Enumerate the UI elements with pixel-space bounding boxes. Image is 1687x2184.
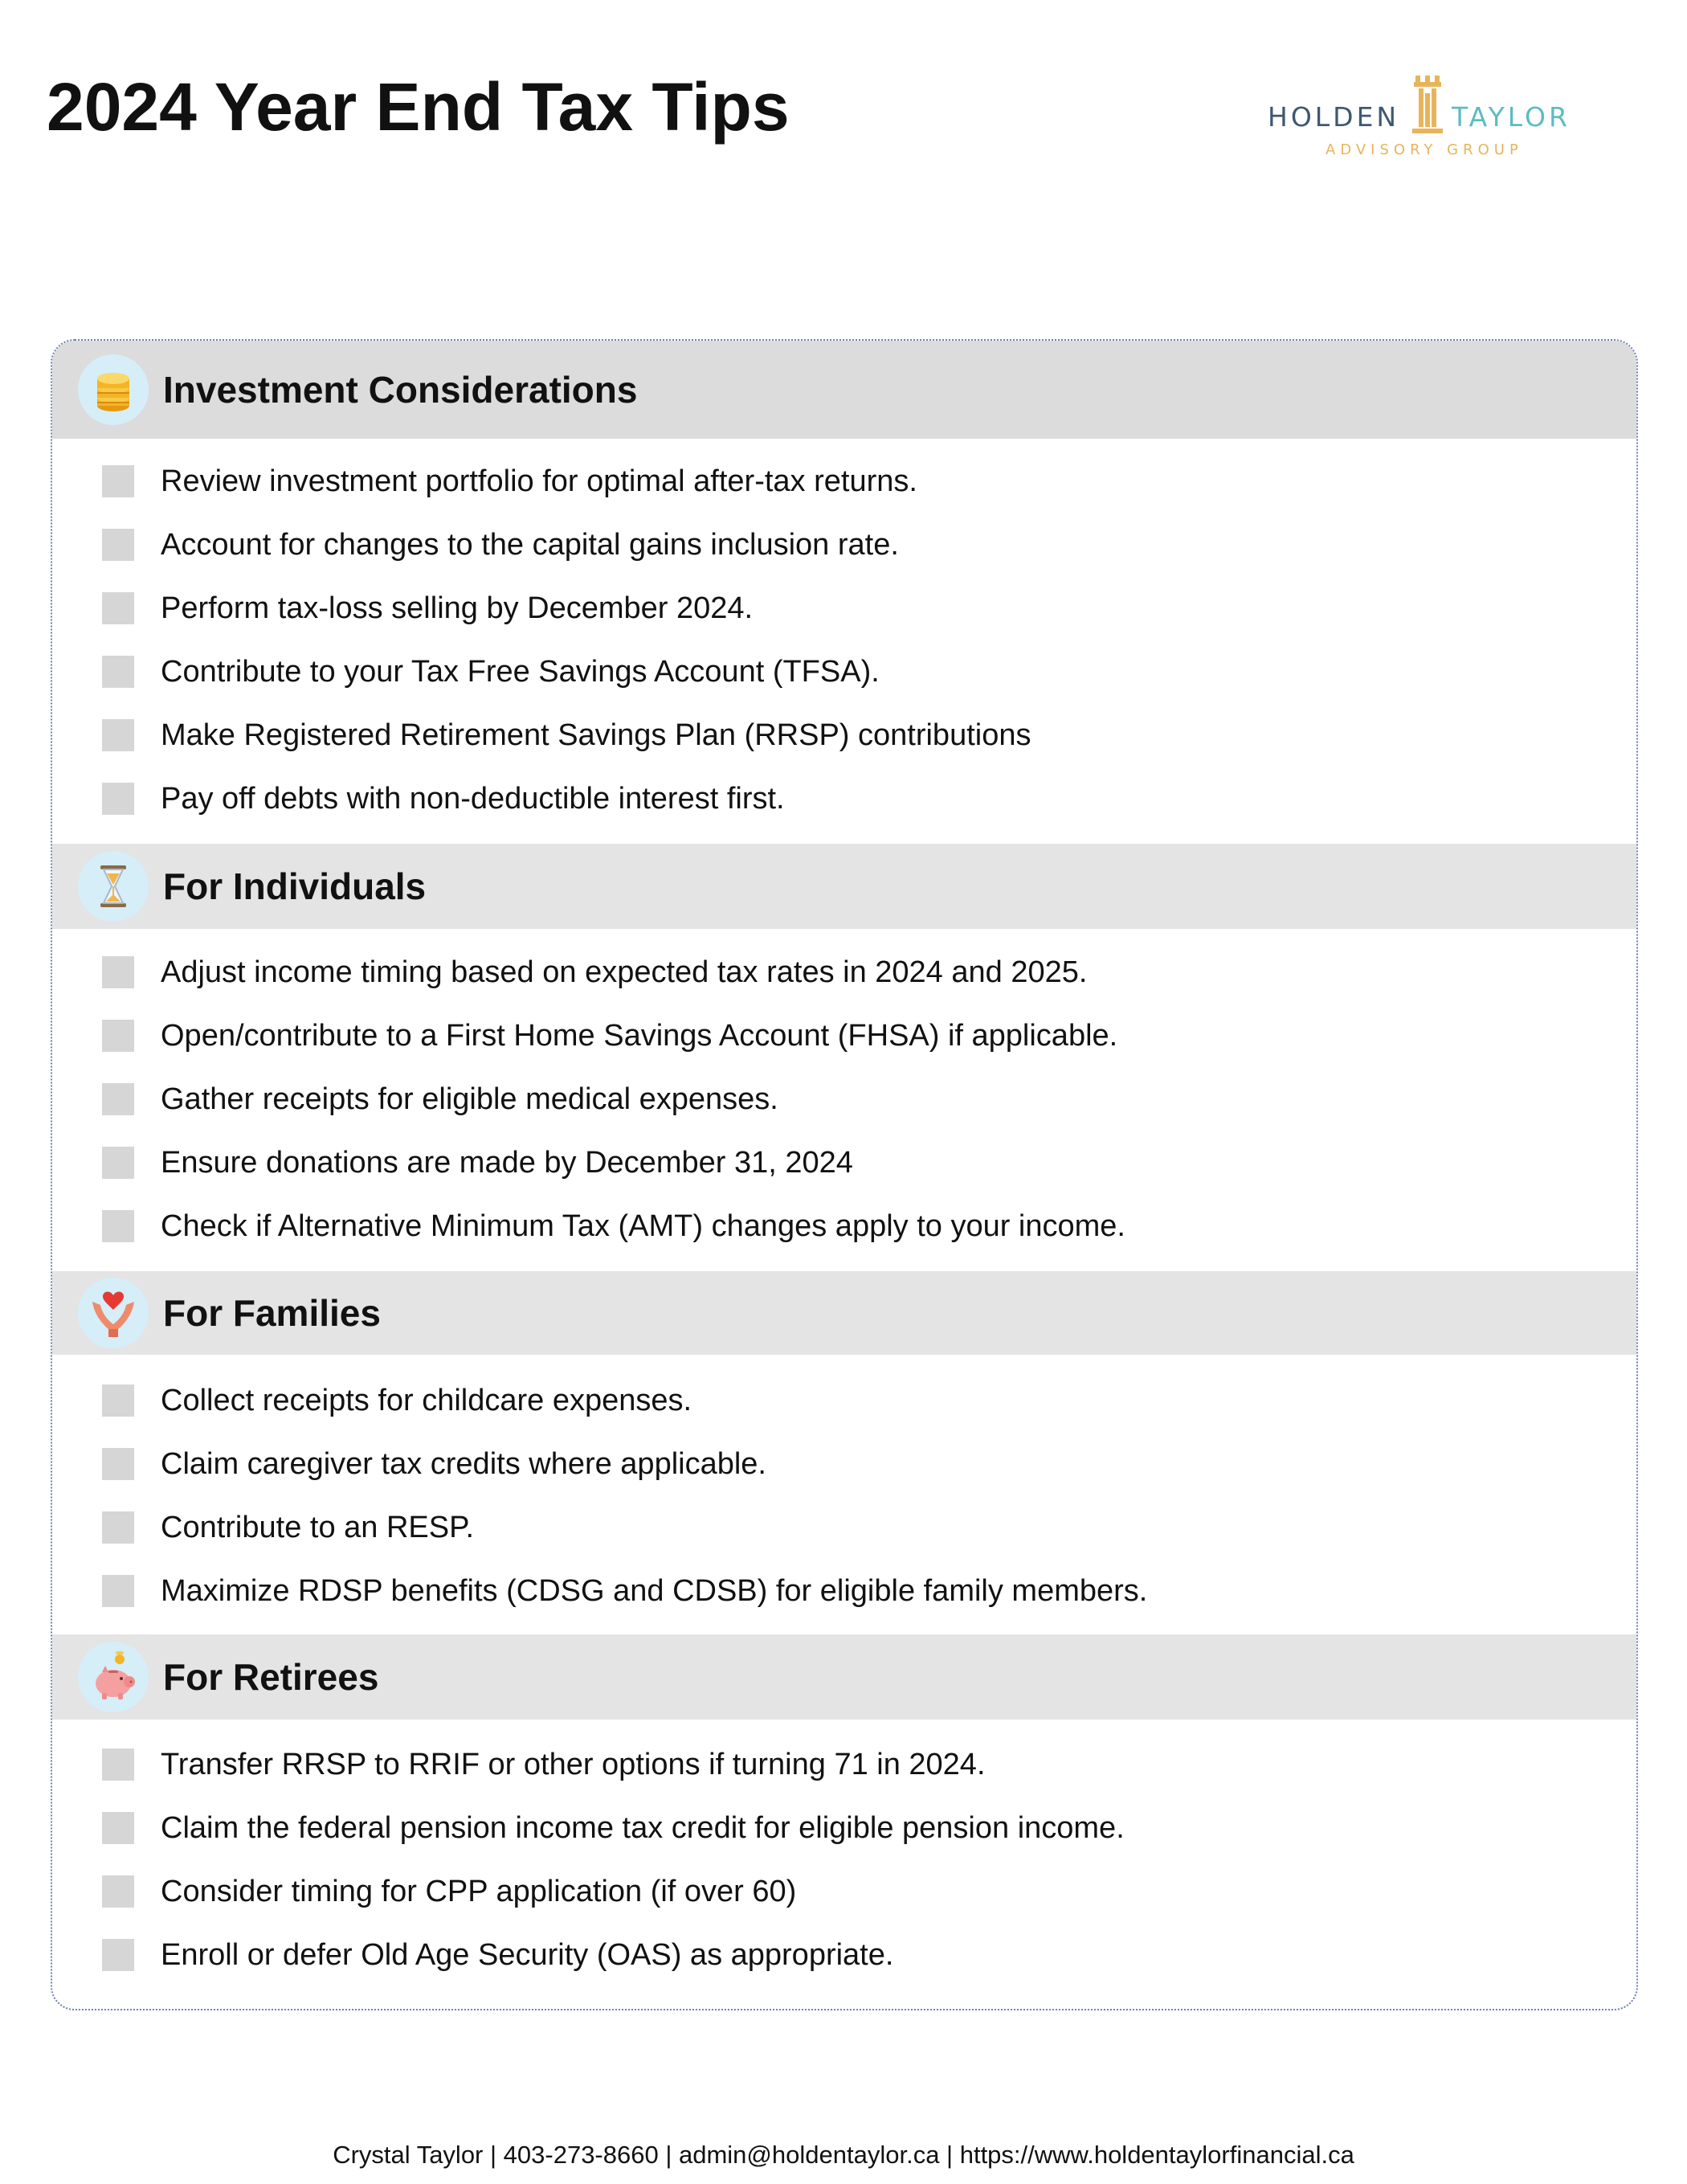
item-text: Adjust income timing based on expected tax rates in 2024 and 2025. (161, 955, 1088, 989)
item-text: Enroll or defer Old Age Security (OAS) as appropriate. (161, 1938, 894, 1972)
item-text: Review investment portfolio for optimal after-tax returns. (161, 464, 917, 498)
item-checkbox[interactable] (102, 1384, 134, 1417)
checklist-item (52, 1568, 1636, 1616)
section-header-families (52, 1271, 1636, 1355)
logo-name-left: HOLDEN (1268, 101, 1400, 133)
page-title: 2024 Year End Tax Tips (47, 69, 790, 145)
piggy-bank-icon (78, 1642, 149, 1712)
item-text: Contribute to an RESP. (161, 1511, 475, 1544)
checklist-item (52, 1203, 1636, 1251)
item-text: Make Registered Retirement Savings Plan (RRSP) contributions (161, 718, 1031, 752)
item-checkbox[interactable] (102, 1147, 134, 1179)
item-text: Collect receipts for childcare expenses. (161, 1384, 692, 1417)
item-checkbox[interactable] (102, 1939, 134, 1971)
hourglass-icon (78, 851, 149, 922)
checklist-item (52, 1012, 1636, 1061)
coins-icon (78, 354, 149, 425)
section-header-retirees (52, 1634, 1636, 1720)
section-header-individuals (52, 844, 1636, 929)
item-text: Pay off debts with non-deductible interest first. (161, 782, 785, 816)
item-checkbox[interactable] (102, 1812, 134, 1844)
footer-contact: Crystal Taylor | 403-273-8660 | admin@holdentaylor.ca | https://www.holdentaylorfinancial.ca (333, 2141, 1354, 2169)
logo-name-right: TAYLOR (1452, 101, 1571, 133)
item-checkbox[interactable] (102, 1083, 134, 1115)
item-checkbox[interactable] (102, 656, 134, 688)
item-text: Perform tax-loss selling by December 2024. (161, 591, 754, 625)
item-checkbox[interactable] (102, 1875, 134, 1908)
checklist-item (52, 775, 1636, 824)
item-checkbox[interactable] (102, 1210, 134, 1242)
checklist-item (52, 1932, 1636, 1980)
item-checkbox[interactable] (102, 1020, 134, 1052)
logo-wordmark (1261, 74, 1583, 138)
item-text: Transfer RRSP to RRIF or other options if turning 71 in 2024. (161, 1748, 986, 1781)
checklist-item (52, 1076, 1636, 1124)
item-checkbox[interactable] (102, 1748, 134, 1781)
item-text: Open/contribute to a First Home Savings Account (FHSA) if applicable. (161, 1019, 1118, 1053)
item-checkbox[interactable] (102, 956, 134, 988)
checklist-item (52, 1139, 1636, 1188)
checklist-item (52, 1868, 1636, 1916)
checklist-item (52, 712, 1636, 760)
item-text: Account for changes to the capital gains inclusion rate. (161, 528, 899, 562)
item-checkbox[interactable] (102, 592, 134, 624)
checklist-item (52, 1377, 1636, 1425)
checklist-item (52, 1741, 1636, 1789)
item-text: Consider timing for CPP application (if over 60) (161, 1875, 797, 1908)
section-title: Investment Considerations (163, 369, 638, 411)
checklist-item (52, 648, 1636, 697)
checklist-item (52, 458, 1636, 506)
tower-icon (1409, 74, 1446, 138)
item-checkbox[interactable] (102, 783, 134, 815)
item-checkbox[interactable] (102, 465, 134, 497)
item-text: Claim caregiver tax credits where applicable. (161, 1447, 766, 1481)
checklist-card (51, 339, 1638, 2010)
checklist-item (52, 1441, 1636, 1489)
checklist-item (52, 585, 1636, 633)
item-text: Check if Alternative Minimum Tax (AMT) changes apply to your income. (161, 1209, 1125, 1243)
section-header-investment (52, 341, 1636, 439)
item-text: Gather receipts for eligible medical expenses. (161, 1082, 778, 1116)
checklist-item (52, 949, 1636, 997)
item-checkbox[interactable] (102, 1448, 134, 1480)
checklist-item (52, 521, 1636, 570)
checklist-item (52, 1805, 1636, 1853)
item-checkbox[interactable] (102, 529, 134, 561)
item-checkbox[interactable] (102, 719, 134, 751)
item-text: Claim the federal pension income tax credit for eligible pension income. (161, 1811, 1125, 1845)
company-logo (1261, 74, 1583, 170)
item-checkbox[interactable] (102, 1575, 134, 1607)
item-text: Contribute to your Tax Free Savings Account (TFSA). (161, 655, 880, 689)
item-text: Maximize RDSP benefits (CDSG and CDSB) for eligible family members. (161, 1574, 1148, 1608)
heart-hands-icon (78, 1278, 149, 1348)
section-title: For Families (163, 1292, 381, 1334)
item-text: Ensure donations are made by December 31, 2024 (161, 1146, 853, 1180)
section-title: For Retirees (163, 1656, 379, 1698)
item-checkbox[interactable] (102, 1511, 134, 1544)
section-title: For Individuals (163, 865, 427, 907)
checklist-item (52, 1504, 1636, 1552)
logo-subtitle: ADVISORY GROUP (1326, 141, 1523, 158)
